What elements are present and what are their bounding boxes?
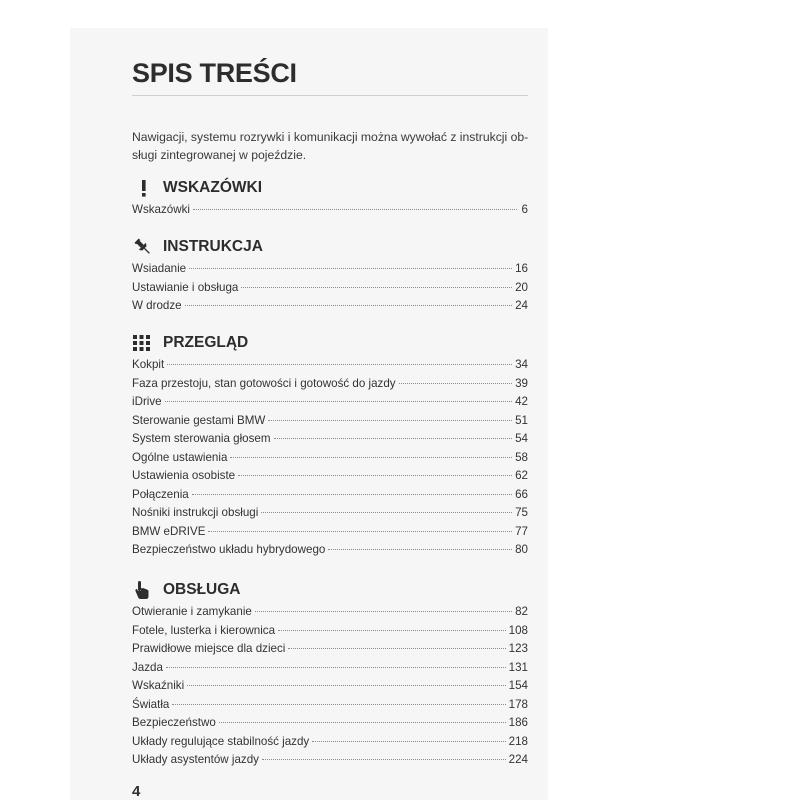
leader-dots [274,438,513,439]
toc-entry[interactable] [132,716,528,735]
leader-dots [219,722,506,723]
toc-entry-page: 75 [515,506,528,520]
toc-entry[interactable] [132,642,528,661]
toc-entry-label: Jazda [132,660,163,674]
leader-dots [230,457,512,458]
section-przeglad [132,332,528,562]
toc-entry-label: Prawidłowe miejsce dla dzieci [132,642,286,656]
section-instrukcja [132,236,528,318]
toc-entry-page: 131 [508,660,528,674]
toc-entry[interactable] [132,543,528,562]
leader-dots [262,759,506,760]
toc-entry-label: BMW eDRIVE [132,524,206,538]
toc-entry[interactable] [132,679,528,698]
leader-dots [288,648,505,649]
toc-entry[interactable] [132,377,528,396]
leader-dots [255,611,512,612]
toc-entry[interactable] [132,262,528,281]
leader-dots [172,704,505,705]
entry-list [132,203,528,222]
toc-entry[interactable] [132,506,528,525]
section-heading [132,236,528,258]
toc-entry[interactable] [132,281,528,300]
toc-entry-page: 6 [521,203,528,216]
toc-entry-label: iDrive [132,395,162,409]
toc-entry-page: 20 [515,280,528,294]
toc-entry-page: 82 [515,605,528,618]
page-number: 4 [132,783,141,800]
intro-line: sługi zintegrowanej w pojeździe. [132,148,307,162]
leader-dots [241,287,512,288]
leader-dots [208,531,512,532]
title-divider [132,95,528,96]
leader-dots [166,667,506,668]
exclamation-icon [132,178,158,198]
section-heading-label: PRZEGLĄD [163,334,249,351]
toc-entry-page: 51 [515,413,528,427]
pushpin-icon [132,237,158,257]
toc-entry[interactable] [132,605,528,624]
toc-entry[interactable] [132,488,528,507]
toc-entry[interactable] [132,203,528,222]
leader-dots [268,420,512,421]
toc-entry-label: System sterowania głosem [132,432,271,446]
toc-entry-label: Wskaźniki [132,679,185,693]
toc-entry[interactable] [132,299,528,318]
toc-entry-label: Ustawienia osobiste [132,469,236,483]
toc-entry-page: 178 [508,697,528,711]
leader-dots [328,549,512,550]
toc-entry-label: Nośniki instrukcji obsługi [132,506,259,520]
section-obsluga [132,579,528,772]
entry-list [132,262,528,318]
toc-entry-label: Połączenia [132,487,189,501]
toc-entry-page: 58 [515,450,528,464]
toc-entry-label: Sterowanie gestami BMW [132,413,266,427]
toc-entry-label: W drodze [132,299,182,313]
entry-list [132,605,528,772]
intro-text [132,128,532,164]
toc-entry-label: Kokpit [132,358,165,371]
leader-dots [167,364,512,365]
toc-entry-label: Wsiadanie [132,262,187,275]
toc-entry-label: Bezpieczeństwo układu hybrydowego [132,543,326,557]
toc-entry[interactable] [132,469,528,488]
toc-entry-page: 66 [515,487,528,501]
toc-entry-page: 62 [515,469,528,483]
section-heading-label: INSTRUKCJA [163,238,263,255]
toc-entry-page: 24 [515,299,528,313]
toc-entry[interactable] [132,698,528,717]
toc-entry[interactable] [132,661,528,680]
toc-entry-page: 154 [508,679,528,693]
toc-entry[interactable] [132,432,528,451]
toc-entry-label: Światła [132,697,170,711]
toc-entry-page: 224 [508,753,528,767]
toc-entry-page: 186 [508,716,528,730]
entry-list [132,358,528,562]
toc-entry-page: 34 [515,358,528,371]
leader-dots [193,209,517,210]
toc-entry-page: 108 [508,623,528,637]
toc-entry-label: Otwieranie i zamykanie [132,605,252,618]
toc-entry-label: Ustawianie i obsługa [132,280,239,294]
toc-entry[interactable] [132,525,528,544]
leader-dots [187,685,505,686]
section-heading-label: OBSŁUGA [163,581,241,598]
toc-entry-page: 16 [515,262,528,275]
page-title: SPIS TREŚCI [132,58,297,88]
section-heading [132,579,528,601]
leader-dots [189,268,512,269]
toc-entry[interactable] [132,753,528,772]
toc-entry-page: 54 [515,432,528,446]
toc-entry[interactable] [132,414,528,433]
leader-dots [192,494,512,495]
toc-entry[interactable] [132,358,528,377]
leader-dots [165,401,512,402]
toc-entry-page: 42 [515,395,528,409]
toc-entry-page: 77 [515,524,528,538]
toc-entry-label: Bezpieczeństwo [132,716,216,730]
pointing-hand-icon [132,580,158,600]
toc-entry-label: Fotele, lusterka i kierownica [132,623,276,637]
section-heading-label: WSKAZÓWKI [163,179,263,196]
toc-entry-label: Układy asystentów jazdy [132,753,259,767]
toc-entry[interactable] [132,395,528,414]
toc-entry-label: Faza przestoju, stan gotowości i gotowość do jazdy [132,376,396,390]
toc-entry[interactable] [132,735,528,754]
toc-entry-page: 218 [508,734,528,748]
leader-dots [312,741,505,742]
section-wskazowki [132,177,528,222]
grid-icon [132,333,158,353]
toc-entry-page: 80 [515,543,528,557]
leader-dots [238,475,512,476]
section-heading [132,177,528,199]
intro-line: Nawigacji, systemu rozrywki i komunikacji można wywołać z instrukcji ob- [132,130,529,144]
section-heading [132,332,528,354]
toc-entry-label: Ogólne ustawienia [132,450,228,464]
toc-entry-page: 123 [508,642,528,656]
toc-entry[interactable] [132,451,528,470]
toc-entry-label: Układy regulujące stabilność jazdy [132,734,310,748]
leader-dots [278,630,506,631]
leader-dots [185,305,512,306]
leader-dots [399,383,513,384]
toc-entry-page: 39 [515,376,528,390]
leader-dots [261,512,512,513]
toc-entry[interactable] [132,624,528,643]
toc-entry-label: Wskazówki [132,203,190,216]
